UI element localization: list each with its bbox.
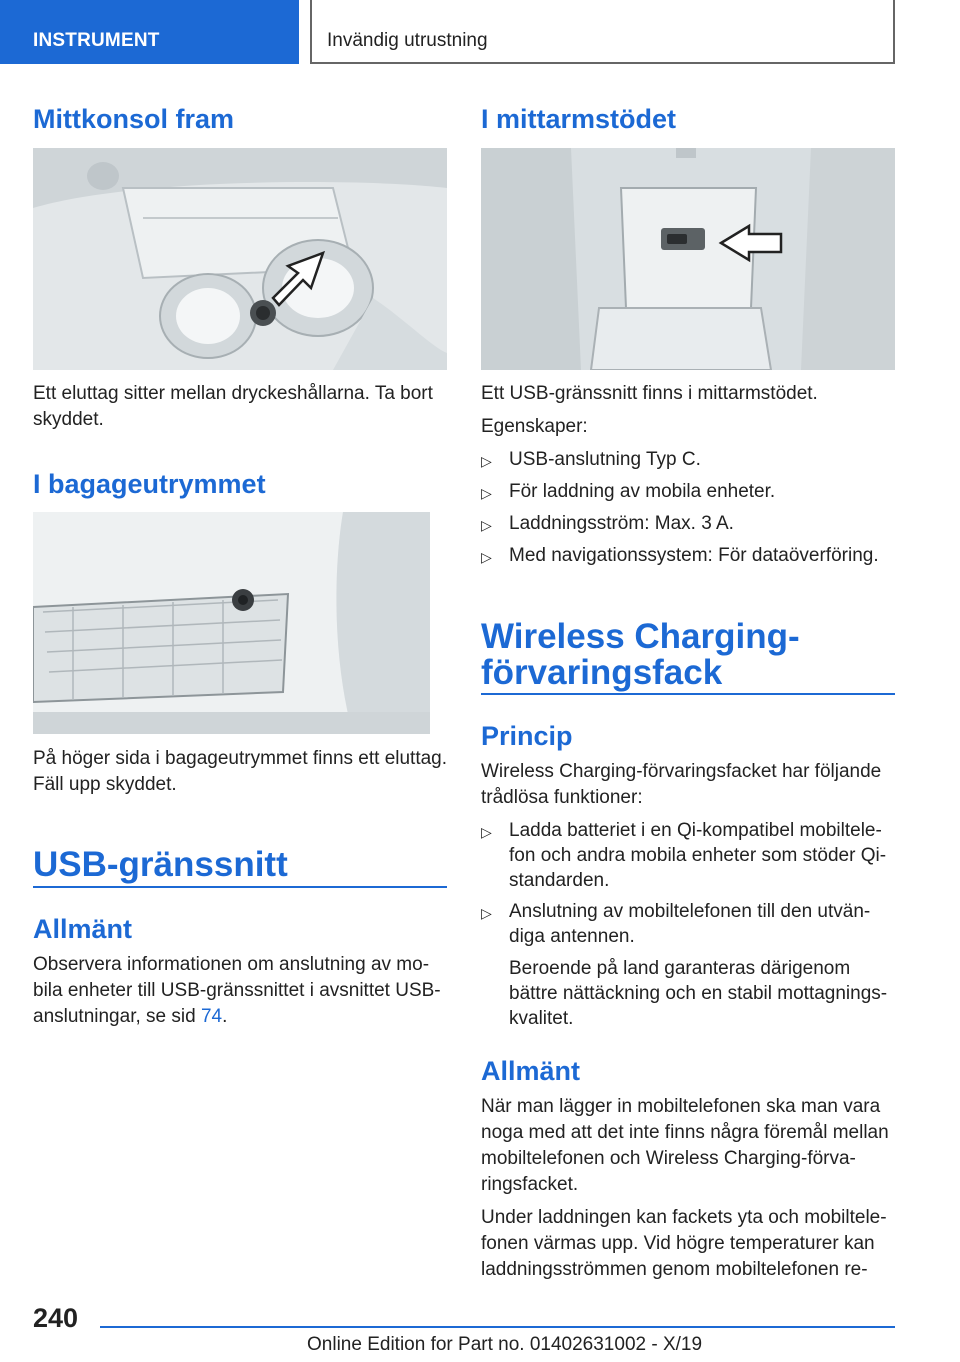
text-general-right-5: Under laddningen kan fackets yta och mobiltele- xyxy=(481,1207,887,1228)
text-general-left-2: bila enheter till USB-gränssnittet i avsnittet USB- xyxy=(33,980,441,1001)
list-item-subtext: Beroende på land garanteras därigenom xyxy=(509,958,851,979)
text-properties: Egenskaper: xyxy=(481,416,588,437)
bullet-triangle-icon: ▷ xyxy=(481,905,492,921)
heading-principle: Princip xyxy=(481,721,573,751)
text-principle-2: trådlösa funktioner: xyxy=(481,787,643,808)
list-item-text: Med navigationssystem: För dataöverföring. xyxy=(509,545,879,566)
list-item-prop-3 xyxy=(481,511,734,536)
photo-trunk xyxy=(33,512,430,734)
text-front-console-1: Ett eluttag sitter mellan dryckeshållarna. Ta bort xyxy=(33,383,433,404)
list-item-text: diga antennen. xyxy=(509,926,635,947)
heading-usb: USB-gränssnitt xyxy=(33,845,288,884)
text-general-right-3: mobiltelefonen och Wireless Charging-förva- xyxy=(481,1148,856,1169)
list-item-text: Ladda batteriet i en Qi-kompatibel mobiltele- xyxy=(509,820,882,841)
text-general-left-3-body: anslutningar, se sid xyxy=(33,1006,201,1027)
photo-front-console xyxy=(33,148,447,370)
footer-rule xyxy=(100,1326,895,1328)
heading-trunk: I bagageutrymmet xyxy=(33,469,266,499)
bullet-triangle-icon: ▷ xyxy=(481,549,492,565)
chapter-label: Invändig utrustning xyxy=(327,30,488,51)
chapter-box xyxy=(310,0,895,64)
text-general-right-6: fonen värmas upp. Vid högre temperaturer kan xyxy=(481,1233,875,1254)
heading-front-console: Mittkonsol fram xyxy=(33,104,235,134)
section-label: INSTRUMENT xyxy=(33,30,160,51)
text-trunk-1: På höger sida i bagageutrymmet finns ett eluttag. xyxy=(33,748,448,769)
list-item-text: För laddning av mobila enheter. xyxy=(509,481,776,502)
photo-armrest xyxy=(481,148,895,370)
list-item-subtext: bättre nättäckning och en stabil mottagnings- xyxy=(509,983,888,1004)
list-item-prop-2 xyxy=(481,479,775,504)
heading-wireless-2: förvaringsfack xyxy=(481,653,723,692)
text-trunk-2: Fäll upp skyddet. xyxy=(33,774,177,795)
text-armrest: Ett USB-gränssnitt finns i mittarmstödet. xyxy=(481,383,818,404)
list-item-prop-4 xyxy=(481,543,879,568)
heading-general-left: Allmänt xyxy=(33,914,133,944)
heading-wireless-1: Wireless Charging- xyxy=(481,617,800,656)
text-front-console-2: skyddet. xyxy=(33,409,104,430)
text-general-left-3-end: . xyxy=(222,1006,228,1027)
section-tab xyxy=(0,0,299,64)
list-item-function-2 xyxy=(481,899,887,1031)
text-principle-1: Wireless Charging-förvaringsfacket har följande xyxy=(481,761,882,782)
list-item-text: standarden. xyxy=(509,870,610,891)
heading-rule-wireless xyxy=(481,693,895,695)
list-item-text: Anslutning av mobiltelefonen till den utvän- xyxy=(509,901,871,922)
bullet-triangle-icon: ▷ xyxy=(481,453,492,469)
text-general-left-1: Observera informationen om anslutning av mo- xyxy=(33,954,430,975)
bullet-triangle-icon: ▷ xyxy=(481,517,492,533)
list-item-subtext: kvalitet. xyxy=(509,1008,574,1029)
text-general-right-4: ringsfacket. xyxy=(481,1174,579,1195)
bullet-triangle-icon: ▷ xyxy=(481,824,492,840)
footer-edition: Online Edition for Part no. 01402631002 - X/19 xyxy=(307,1334,703,1355)
bullet-triangle-icon: ▷ xyxy=(481,485,492,501)
text-general-right-1: När man lägger in mobiltelefonen ska man vara xyxy=(481,1096,881,1117)
heading-rule-usb xyxy=(33,886,447,888)
text-general-left-3 xyxy=(33,1004,227,1029)
heading-general-right: Allmänt xyxy=(481,1056,581,1086)
text-general-right-2: noga med att det inte finns några föremål mellan xyxy=(481,1122,889,1143)
page-number: 240 xyxy=(33,1303,79,1333)
page-ref-link[interactable]: 74 xyxy=(200,1006,223,1027)
heading-armrest: I mittarmstödet xyxy=(481,104,677,134)
list-item-prop-1 xyxy=(481,447,701,472)
text-general-right-7: laddningsströmmen genom mobiltelefonen re- xyxy=(481,1259,868,1280)
list-item-text: USB-anslutning Typ C. xyxy=(509,449,701,470)
list-item-text: fon och andra mobila enheter som stöder Qi- xyxy=(509,845,887,866)
list-item-function-1 xyxy=(481,818,886,893)
list-item-text: Laddningsström: Max. 3 A. xyxy=(509,513,734,534)
